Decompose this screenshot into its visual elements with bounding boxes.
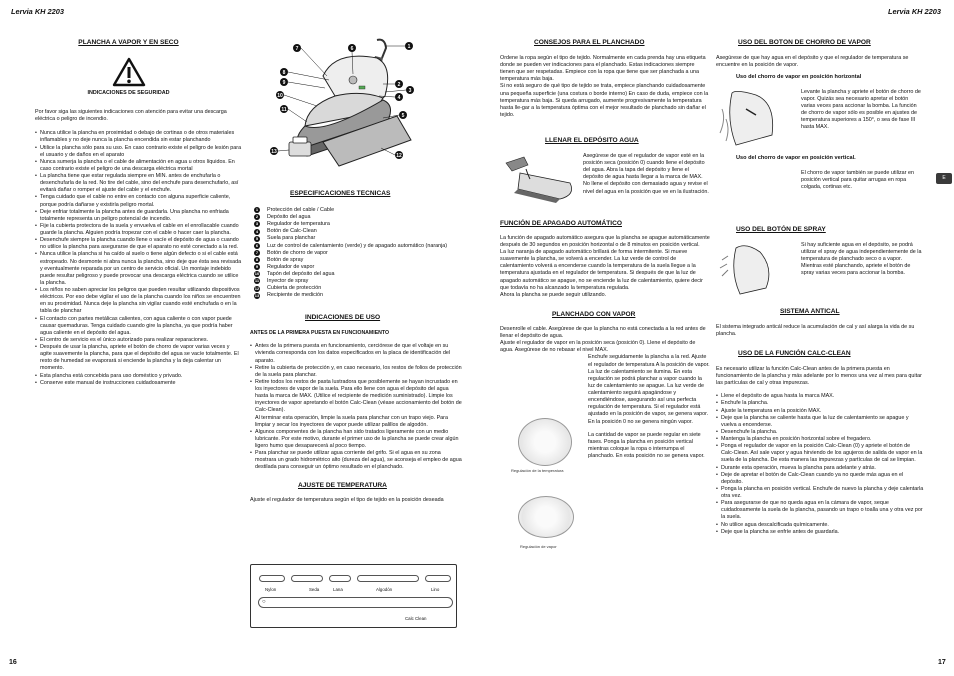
consejos-title: CONSEJOS PARA EL PLANCHADO (534, 39, 645, 46)
list-item (254, 271, 462, 278)
number-badge: 2 (255, 214, 259, 220)
spec-label: Inyector de spray (267, 278, 309, 285)
callout-7: 7 (295, 46, 299, 52)
llenar-title: LLENAR EL DEPÓSITO AGUA (545, 137, 639, 145)
callout-2: 2 (397, 82, 401, 88)
spec-label: Regulador de vapor (267, 263, 315, 270)
safety-column (35, 39, 242, 469)
list-item: • Durante esta operación, mueva la plancha para adelante y atrás. (716, 465, 924, 472)
list-item: • Deje que la plancha se caliente hasta que la luz de calentamiento se apague y vuelva a encenderse. (716, 415, 924, 429)
spec-title: ESPECIFICACIONES TÉCNICAS (290, 190, 391, 197)
list-item: • Ponga el regulador de vapor en la posición Calc-Clean (0) y apriete el botón de Calc-Clean. Así sale vapor y agua hirviendo de los agujeros de salida de vapor en la suela de la plancha. De esta manera las impurezas y partículas de cal se limpian. (716, 443, 924, 464)
warning-icon (35, 57, 242, 87)
sistema-text: El sistema integrado anticál reduce la acumulación de cal y así alarga la vida de su plancha. (716, 323, 915, 337)
lino-slot (425, 575, 451, 582)
chorro-sub-2: Uso del chorro de vapor en posición vertical. (736, 154, 856, 161)
list-item: • Ponga la plancha en posición vertical. Enchufe de nuevo la plancha y deje calentarla otra vez. (716, 486, 924, 500)
apagado-text: La función de apagado automático asegura que la plancha se apague automáticamente después de 30 segundos en posición horizontal o de 8 minutos en posición vertical. La luz naranja de apagado automático brillará de forma intermitente. Si mueve suavemente la plancha, se volverá a encender. La luz verde de control de calentamiento volverá a encenderse cuando la temperatura de la suela llegue a la temperatura ajustada en el regulador de temperatura. Si después de que la luz de apagado automático se apague, no se enciende la luz de calentamiento, quiere decir que todavía no ha alcanzado la temperatura regulada. Ahora la plancha se puede seguir utilizando. (500, 234, 710, 298)
spray-text: Si hay suficiente agua en el depósito, se podrá utilizar el spray de agua independientemente de la temperatura de planchado seco o a vapor. Mientras esté planchando, apriete el botón de spray varias veces para accionar la bomba. (801, 241, 922, 277)
list-item (254, 207, 462, 214)
fabric-nylon: Nylon (265, 587, 277, 592)
consejos-column (500, 39, 710, 539)
ajuste-title: AJUSTE DE TEMPERATURA (298, 481, 387, 489)
list-item: • Desenchufe siempre la plancha cuando llene o vacíe el depósito de agua o cuando no utilice la plancha para asegurarse de que el aparato no esté conectado a la red. (35, 237, 242, 251)
number-badge: 3 (255, 221, 259, 227)
spray-illustration (716, 242, 801, 298)
spec-column (250, 190, 462, 562)
callout-6: 6 (350, 46, 354, 52)
list-item (254, 292, 462, 299)
list-item: • El contacto con partes metálicas calientes, con agua caliente o con vapor puede causar quemaduras. Tenga cuidado cuando gire la plancha, ya que podría haber agua caliente en el depósito del agua. (35, 316, 242, 337)
spec-label: Regulador de temperatura (267, 221, 330, 228)
callout-1: 1 (407, 44, 411, 50)
apagado-title: FUNCIÓN DE APAGADO AUTOMÁTICO (500, 219, 622, 227)
calc-title: USO DE LA FUNCIÓN CALC-CLEAN (738, 349, 851, 357)
sistema-title: SISTEMA ANTICAL (780, 307, 840, 315)
vapor-title: PLANCHADO CON VAPOR (552, 310, 636, 318)
list-item: • No utilice agua descalcificada químicamente. (716, 522, 924, 529)
number-badge: 7 (255, 249, 259, 255)
spec-label: Cubierta de protección (267, 285, 322, 292)
list-item: • Retire todos los restos de pasta lustradora que posiblemente se hayan incrustado en los inyectores de vapor de la suela. Para ello llene con agua el depósito del agua hasta la marca de MAX. (Utilice el recipiente de medición suministrado). Limpie los inyectores de vapor apretando el botón Calc-Clean (véase accionamiento del botón de Calc-Clean). Al terminar esta operación, limpie la suela para planchar con un trapo viejo. Para limpiar y secar los inyectores de vapor puede utilizar palillos de algodón. (250, 379, 462, 429)
callout-8: 8 (282, 70, 286, 76)
number-badge: 9 (255, 264, 259, 270)
temperature-dial (518, 418, 572, 466)
list-item: • Algunos componentes de la plancha han sido tratados ligeramente con un medio lubricante. Por este motivo, durante el primer uso de la plancha se puede crear algún ligero humo que desaparecerá al poco tiempo. (250, 429, 462, 450)
spec-label: Recipiente de medición (267, 292, 324, 299)
calc-clean-slot (258, 597, 453, 608)
calc-list (716, 393, 924, 536)
lana-slot (329, 575, 351, 582)
filling-illustration (500, 153, 583, 208)
list-item: • Deje que la plancha se enfríe antes de guardarla. (716, 529, 924, 536)
number-badge: 5 (255, 235, 259, 241)
drop-icon: ○ (262, 598, 266, 605)
list-item: • Esta plancha está concebida para uso doméstico y privado. (35, 373, 242, 380)
number-badge: 6 (255, 242, 259, 248)
chorro-intro: Asegúrese de que hay agua en el depósito y que el regulador de temperatura se encuentre en la posición de vapor. (716, 54, 909, 69)
list-item (254, 243, 462, 250)
plancha-title: PLANCHA A VAPOR Y EN SECO (78, 39, 179, 46)
llenar-block (500, 153, 710, 208)
list-item: • Fije la cubierta protectora de la suela y envuelva el cable en el enrollacable cuando guarde la plancha. Alguien podría tropezar con el cable o hacer caer la plancha. (35, 223, 242, 237)
chorro-block-1 (716, 89, 924, 149)
number-badge: 1 (255, 207, 259, 213)
list-item (254, 228, 462, 235)
ajuste-text: Ajuste el regulador de temperatura según el tipo de tejido en la posición deseada (250, 497, 444, 504)
chorro-title: USO DEL BOTÓN DE CHORRO DE VAPOR (738, 39, 871, 46)
callout-13: 13 (271, 149, 277, 155)
llenar-text: Asegúrese de que el regulador de vapor esté en la posición seca (posición 0) cuando llene el depósito del agua. Abra la tapa del depósito y llene el depósito de agua hasta llegar a la marca de MAX. No llene el depósito con demasiado agua y revise el nivel del agua en la posición que ve en la ilustración. (583, 152, 709, 195)
list-item: • Desenchufe la plancha. (716, 429, 924, 436)
header-right: Lervia KH 2203 (888, 7, 941, 16)
algodon-slot (357, 575, 419, 582)
list-item: • Después de usar la plancha, apriete el botón de chorro de vapor varias veces y agite suavemente la plancha, para que el depósito del agua se vacíe totalmente. El resto de humedad se evaporará si enciende la plancha y la deja calentar un momento. (35, 344, 242, 373)
list-item (254, 285, 462, 292)
list-item: • Nunca sumerja la plancha o el cable de alimentación en agua u otros líquidos. En caso contrario existe el peligro de una descarga eléctrica mortal (35, 159, 242, 173)
header-left: Lervia KH 2203 (11, 7, 64, 16)
list-item (254, 235, 462, 242)
list-item: • Deje de apretar el botón de Calc-Clean cuando ya no quede más agua en el depósito. (716, 472, 924, 486)
iron-drawing (265, 36, 425, 186)
seda-slot (291, 575, 323, 582)
uso-list (250, 343, 462, 471)
list-item: • Deje enfriar totalmente la plancha antes de guardarla. Una plancha no enfriada totalmente representa un peligro potencial de incendio. (35, 209, 242, 223)
nylon-slot (259, 575, 285, 582)
list-item (254, 257, 462, 264)
list-item: • Mantenga la plancha en posición horizontal sobre el fregadero. (716, 436, 924, 443)
callout-11: 11 (281, 107, 287, 113)
spray-block (716, 242, 924, 298)
callout-5: 5 (401, 113, 405, 119)
steam-burst-illustration (716, 89, 801, 149)
chorro-text-1: Levante la plancha y apriete el botón de chorro de vapor. Quizás sea necesario apretar el botón varias veces para accionar la bomba. La función de chorro de vapor sólo es posible en ajustes de temperatura superiores a 150°, o sea de fase III hasta MAX. (801, 88, 921, 131)
list-item (254, 264, 462, 271)
consejos-text: Ordene la ropa según el tipo de tejido. Normalmente en cada prenda hay una etiqueta donde se pueden ver indicaciones para el planchado. Estas indicaciones siempre tienen que ser respetadas. Empiece con la ropa que tiene que ser planchada a una temperatura más baja. Si no está seguro de qué tipo de tejido se trata, empiece planchando cuidadosamente una pequeña superficie (una costura o borde interno) En caso de duda, empiece con la temperatura más baja. Si queda arrugado, aumente progresivamente la temperatura hasta lle-gar a la temperatura óptima con el mejor resultado de planchado sin dañar el tejido. (500, 54, 709, 118)
chorro-text-2: El chorro de vapor también se puede utilizar en posición vertical para quitar arrugas en ropa colgada, cortinas etc. (801, 169, 914, 191)
fabric-lana: Lana (333, 587, 343, 592)
callout-4: 4 (397, 95, 401, 101)
fabric-seda: Seda (309, 587, 320, 592)
number-badge: 12 (254, 285, 260, 291)
list-item: • Ajuste la temperatura en la posición MAX. (716, 408, 924, 415)
list-item: • Antes de la primera puesta en funcionamiento, cerciórese de que el voltaje en su vivienda corresponda con los datos especificados en la placa de identificación del aparato. (250, 343, 462, 364)
list-item: • La plancha tiene que estar regulada siempre en MIN. antes de enchufarla o desenchufarla de la red. No tire del cable, sino del enchufe para desenchufarlo, así evitará dañar o romper el ajuste del cable y el enchufe. (35, 173, 242, 194)
list-item (254, 221, 462, 228)
number-badge: 4 (255, 228, 259, 234)
vertical-steam-space (716, 170, 801, 208)
spec-label: Botón de Calc-Clean (267, 228, 317, 235)
callout-9: 9 (282, 80, 286, 86)
temperature-dial-caption: Regulación de la temperatura (511, 468, 564, 473)
spec-list (254, 207, 462, 300)
callout-12: 12 (396, 153, 402, 159)
page-number-right: 17 (938, 659, 946, 666)
number-badge: 13 (254, 292, 260, 298)
calc-intro: Es necesario utilizar la función Calc-Clean antes de la primera puesta en funcionamiento de la plancha y más adelante por lo menos una vez al mes para quitar las partículas de cal y otras impurezas. (716, 365, 922, 387)
safety-intro: Por favor siga las siguientes indicaciones con atención para evitar una descarga eléctrica o peligro de incendio. (35, 109, 227, 123)
vapor-text-3: La cantidad de vapor se puede regular en siete fases. Ponga la plancha en posición vertical mientras coloque la ropa o interrumpa el planchado. En esta posición no se genera vapor. (588, 431, 705, 459)
list-item: • Retire la cubierta de protección y, en caso necesario, los restos de folios de protección de la suela para planchar. (250, 365, 462, 379)
spec-label: Tapón del depósito del agua (267, 271, 335, 278)
spec-label: Luz de control de calentamiento (verde) y de apagado automático (naranja) (267, 242, 448, 249)
calc-clean-label: Calc Clean (405, 616, 427, 621)
vapor-text-col (588, 354, 710, 504)
chorro-block-2 (716, 170, 924, 208)
spec-label: Botón de chorro de vapor (267, 249, 328, 256)
fabric-lino: Lino (431, 587, 440, 592)
spray-title: USO DEL BOTÓN DE SPRAY (736, 225, 826, 233)
list-item (254, 214, 462, 221)
list-item: • Para planchar se puede utilizar agua corriente del grifo. Si el agua en su zona mostrara un grado hidrométrico alto (dureza del agua), se aconseja el empleo de agua destilada para conseguir un óptimo resultado en el planchado. (250, 450, 462, 471)
list-item: • Nunca utilice la plancha si ha caído al suelo o tiene algún defecto o si el cable está estropeado. No desmonte ni abra nunca la plancha, sino deje que ésta sea revisada y eventualmente reparada por un centro de servicio oficial. Un montaje indebido puede resultar peligroso y puede provocar una descarga eléctrica cuando se utilice la plancha. (35, 251, 242, 287)
spec-label: Botón de spray (267, 256, 304, 263)
vapor-text-1: Desenrolle el cable. Asegúrese de que la plancha no está conectada a la red antes de llenar el depósito de agua. Ajuste el regulador de vapor en la posición seca (posición 0). Llene el depósito de agua. Asegúrese de no rebasar el nivel MAX. (500, 325, 706, 354)
steam-dial-caption: Regulación de vapor (520, 544, 557, 549)
list-item: • El centro de servicio es el único autorizado para realizar reparaciones. (35, 337, 242, 344)
list-item: • Enchufe la plancha. (716, 400, 924, 407)
number-badge: 10 (254, 271, 260, 277)
list-item: • Llene el depósito de agua hasta la marca MAX. (716, 393, 924, 400)
language-tab: E (936, 173, 952, 184)
steam-dial (518, 496, 574, 538)
list-item: • Los niños no saben apreciar los peligros que pueden resultar utilizando dispositivos eléctricos. Por eso debe vigilar el uso de la plancha cuando los niños se encuentren en su proximidad. Nunca deje la plancha sin vigilar cuando esté enchufada o en la tabla de planchar (35, 287, 242, 316)
list-item: • Para asegurarse de que no queda agua en la cámara de vapor, seque cuidadosamente la suela de la plancha, pasando un trapo o toalla una y otra vez por la suela. (716, 500, 924, 521)
page-number-left: 16 (9, 659, 17, 666)
spec-label: Depósito del agua (267, 214, 311, 221)
list-item: • Tenga cuidado que el cable no entre en contacto con alguna superficie caliente, porque podría dañarse y existiría peligro mortal. (35, 194, 242, 208)
number-badge: 8 (255, 257, 259, 263)
uso-title: INDICACIONES DE USO (305, 313, 381, 321)
list-item: • Conserve este manual de instrucciones cuidadosamente (35, 380, 242, 387)
spec-label: Suela para planchar (267, 235, 316, 242)
uso-subtitle: ANTES DE LA PRIMERA PUESTA EN FUNCIONAMIENTO (250, 330, 390, 337)
list-item: • Nunca utilice la plancha en proximidad o debajo de cortinas o de otros materiales inflamables y no deje nunca la plancha encendida sin estar planchando (35, 130, 242, 144)
fabric-algodon: Algodón (376, 587, 393, 592)
number-badge: 11 (254, 278, 260, 284)
spec-label: Protección del cable / Cable (267, 206, 335, 213)
list-item (254, 278, 462, 285)
callout-10: 10 (277, 93, 283, 99)
list-item: • Utilice la plancha sólo para su uso. En caso contrario existe el peligro de lesión para el usuario y de daños en el aparato (35, 145, 242, 159)
vapor-text-2: Enchufe seguidamente la plancha a la red. Ajuste el regulador de temperatura A la posición de vapor. La luz de calentamiento se ilumina. En esta regulación se podrá planchar a vapor cuando la luz de calentamiento se apague. La luz verde de calentamiento seguirá apagándose y encendiéndose, asegurando así una perfecta regulación de temperatura. Si el regulador está ajustado en la posición de vapor, se genera vapor. En la posición 0 no se genera ningún vapor. (588, 354, 710, 425)
safety-list (35, 130, 242, 387)
warning-title: INDICACIONES DE SEGURIDAD (87, 89, 170, 96)
right-column (716, 39, 924, 569)
temperature-panel (250, 564, 457, 628)
list-item (254, 250, 462, 257)
callout-3: 3 (408, 88, 412, 94)
iron-diagram (265, 36, 425, 186)
chorro-sub-1: Uso del chorro de vapor en posición horizontal (736, 74, 862, 81)
